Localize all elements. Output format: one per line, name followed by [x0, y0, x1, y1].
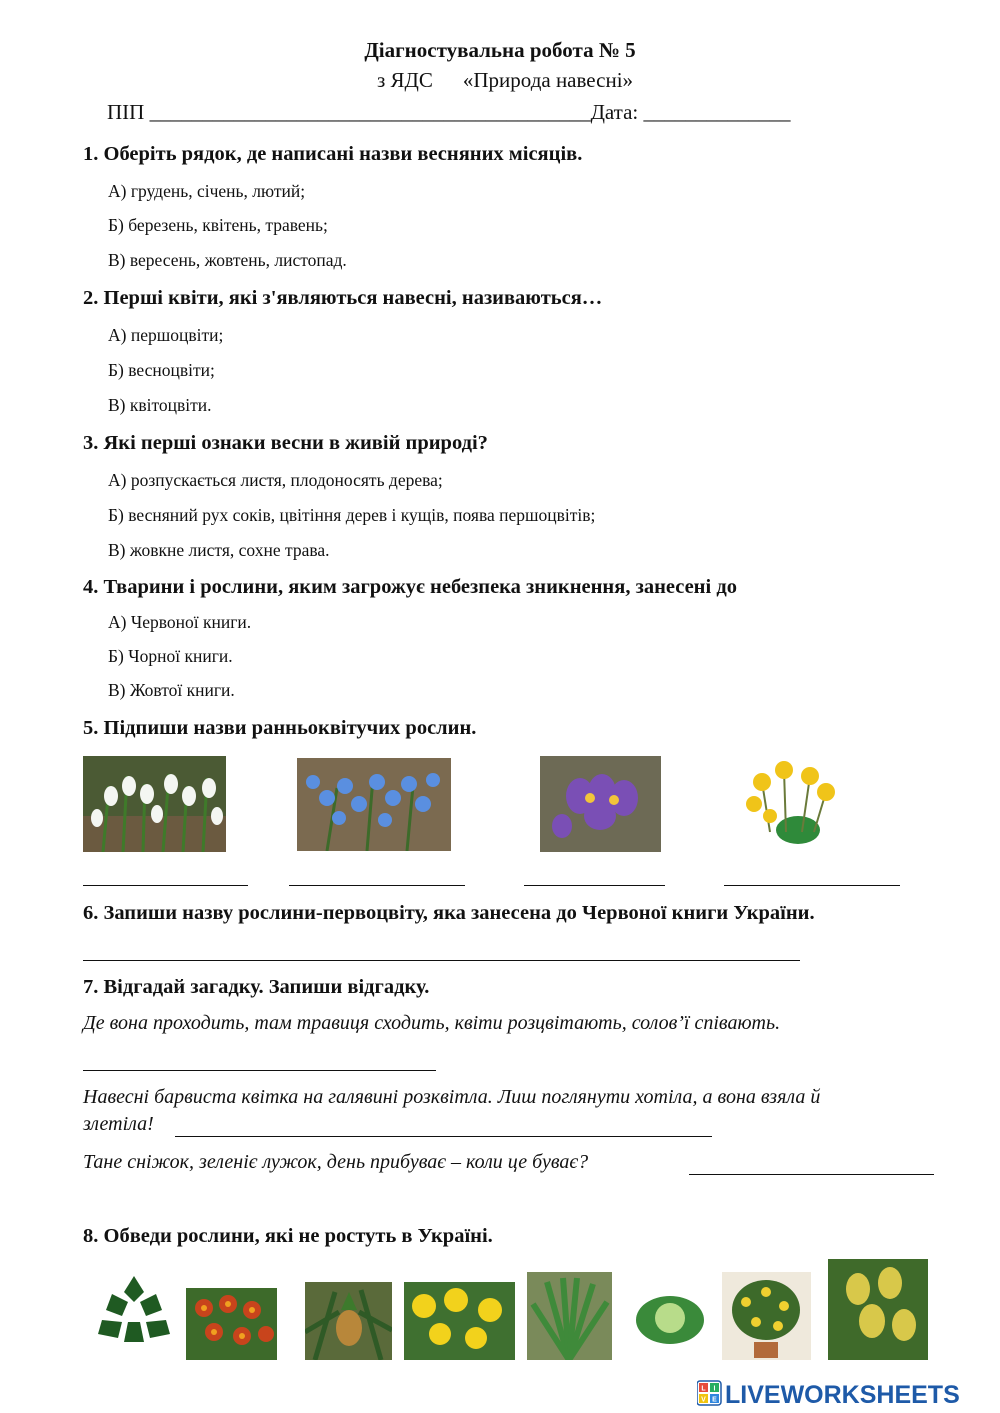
- coltsfoot-image: [740, 752, 840, 848]
- question-2: 2. Перші квіти, які з'являються навесні, називаються…: [83, 287, 603, 309]
- q4-option-c[interactable]: В) Жовтої книги.: [108, 680, 235, 700]
- subtitle: [377, 68, 633, 93]
- q2-option-a[interactable]: А) першоцвіти;: [108, 325, 224, 345]
- question-1: 1. Оберіть рядок, де написані назви весняних місяців.: [83, 143, 583, 165]
- page-title: Діагностувальна робота № 5: [364, 38, 636, 62]
- question-8: 8. Обведи рослини, які не ростуть в Україні.: [83, 1225, 493, 1247]
- answer-line-1[interactable]: [83, 885, 248, 886]
- snowdrops-image: [83, 756, 226, 852]
- q6-answer-line[interactable]: [83, 960, 800, 961]
- q1-option-c[interactable]: В) вересень, жовтень, листопад.: [108, 250, 347, 270]
- q3-option-c[interactable]: В) жовкне листя, сохне трава.: [108, 540, 330, 560]
- scilla-image: [297, 758, 451, 851]
- q2-option-b[interactable]: Б) весноцвіти;: [108, 360, 215, 380]
- question-7: 7. Відгадай загадку. Запиши відгадку.: [83, 976, 430, 998]
- q3-option-a[interactable]: А) розпускається листя, плодоносять дерева;: [108, 470, 443, 490]
- date-label: Дата:: [590, 100, 639, 124]
- riddle-3-answer-line[interactable]: [689, 1174, 934, 1175]
- question-4: 4. Тварини і рослини, яким загрожує небезпека зникнення, занесені до: [83, 576, 737, 598]
- name-blank[interactable]: __________________________________________: [149, 100, 591, 124]
- logo-text: LIVEWORKSHEETS: [725, 1381, 960, 1407]
- pineapple-image[interactable]: [305, 1282, 392, 1360]
- marigold-image[interactable]: [186, 1288, 277, 1360]
- nettle-image[interactable]: [92, 1272, 176, 1354]
- q1-option-b[interactable]: Б) березень, квітень, травень;: [108, 215, 328, 235]
- topic-label: «Природа навесні»: [462, 68, 634, 92]
- pasqueflower-image: [540, 756, 661, 852]
- q1-option-a[interactable]: А) грудень, січень, лютий;: [108, 181, 306, 201]
- question-5: 5. Підпиши назви ранньоквітучих рослин.: [83, 717, 477, 739]
- pear-image[interactable]: [828, 1259, 928, 1360]
- subject-label: з ЯДС: [377, 68, 433, 92]
- cabbage-image[interactable]: [634, 1288, 707, 1348]
- badge-letter-e: E: [712, 1396, 717, 1404]
- answer-line-2[interactable]: [289, 885, 465, 886]
- q4-option-a[interactable]: А) Червоної книги.: [108, 612, 252, 632]
- question-3: 3. Які перші ознаки весни в живій природі?: [83, 432, 488, 454]
- badge-letter-i: I: [713, 1385, 716, 1393]
- dandelion-image[interactable]: [404, 1282, 515, 1360]
- answer-line-3[interactable]: [524, 885, 665, 886]
- question-6: 6. Запиши назву рослини-первоцвіту, яка занесена до Червоної книги України.: [83, 902, 815, 924]
- aloe-image[interactable]: [527, 1272, 612, 1360]
- riddle-3: Тане сніжок, зеленіє лужок, день прибуває – коли це буває?: [83, 1151, 589, 1173]
- q4-option-b[interactable]: Б) Чорної книги.: [108, 646, 233, 666]
- riddle-1-answer-line[interactable]: [83, 1070, 436, 1071]
- riddle-2-line-1: Навесні барвиста квітка на галявині розквітла. Лиш поглянути хотіла, а вона взяла й: [83, 1086, 821, 1108]
- date-blank[interactable]: ______________: [643, 100, 791, 124]
- riddle-2-answer-line[interactable]: [175, 1136, 712, 1137]
- name-label: ПІП: [107, 100, 145, 124]
- name-date-row: [107, 100, 791, 125]
- badge-letter-v: V: [701, 1396, 706, 1404]
- riddle-2-line-2: злетіла!: [83, 1113, 154, 1135]
- q3-option-b[interactable]: Б) весняний рух соків, цвітіння дерев і кущів, поява першоцвітів;: [108, 505, 596, 525]
- answer-line-4[interactable]: [724, 885, 900, 886]
- q2-option-c[interactable]: В) квітоцвіти.: [108, 395, 212, 415]
- liveworksheets-logo: [697, 1379, 997, 1407]
- riddle-1: Де вона проходить, там травиця сходить, квіти розцвітають, солов’ї співають.: [83, 1012, 781, 1034]
- lemon-tree-image[interactable]: [722, 1272, 811, 1360]
- badge-letter-l: L: [701, 1385, 706, 1393]
